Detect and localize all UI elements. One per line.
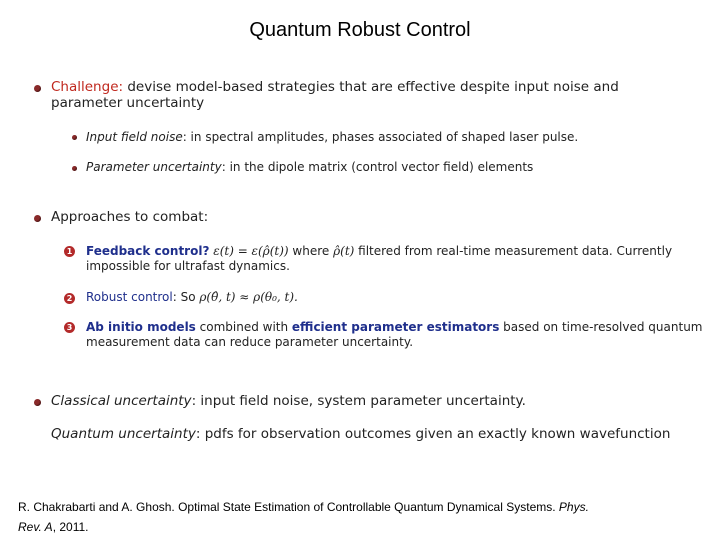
bullet-icon	[34, 215, 41, 222]
classical-label: Classical uncertainty	[51, 393, 192, 409]
input-noise-text: : in spectral amplitudes, phases associated of shaped laser pulse.	[182, 130, 579, 144]
feedback-line2: impossible for ultrafast dynamics.	[86, 259, 290, 273]
feedback-label: Feedback control?	[86, 244, 210, 258]
approaches-label: Approaches to combat:	[51, 209, 209, 225]
input-noise-point	[86, 130, 706, 145]
challenge-line1: devise model-based strategies that are effective despite input noise and	[127, 79, 619, 95]
ab-initio-text-b: based on time-resolved quantum	[499, 320, 703, 334]
feedback-math: ε(t) = ε(ρ̂(t))	[213, 244, 289, 258]
number-badge-1: 1	[64, 246, 75, 257]
ab-initio-text-a: combined with	[195, 320, 292, 334]
ab-initio-label: Ab initio models	[86, 320, 196, 334]
feedback-text-a: where	[288, 244, 334, 258]
quantum-label: Quantum uncertainty	[51, 426, 196, 442]
number-badge-2: 2	[64, 293, 75, 304]
bullet-icon	[34, 399, 41, 406]
challenge-line2: parameter uncertainty	[51, 95, 205, 111]
citation-year: , 2011.	[52, 520, 89, 534]
sub-bullet-icon	[72, 166, 77, 171]
classical-uncertainty-point	[51, 393, 711, 409]
parameter-uncertainty-label: Parameter uncertainty	[86, 160, 222, 174]
approach-ab-initio	[86, 320, 716, 350]
sub-bullet-icon	[72, 135, 77, 140]
feedback-text-b: filtered from real-time measurement data. Currently	[354, 244, 673, 258]
bullet-icon	[34, 85, 41, 92]
classical-text: : input field noise, system parameter uncertainty.	[191, 393, 526, 409]
quantum-text: : pdfs for observation outcomes given an exactly known wavefunction	[195, 426, 671, 442]
input-noise-label: Input field noise	[86, 130, 183, 144]
parameter-uncertainty-point	[86, 160, 706, 175]
robust-text: : So	[172, 290, 200, 304]
feedback-math2: ρ̂(t)	[333, 244, 355, 258]
citation	[18, 497, 718, 537]
robust-label: Robust control	[86, 290, 173, 304]
approach-robust	[86, 290, 716, 305]
parameter-uncertainty-text: : in the dipole matrix (control vector field) elements	[221, 160, 534, 174]
challenge-label: Challenge:	[51, 79, 124, 95]
citation-journal2: Rev. A	[18, 520, 53, 534]
estimators-label: efficient parameter estimators	[291, 320, 500, 334]
challenge-point	[51, 79, 711, 111]
ab-initio-line2: measurement data can reduce parameter uncertainty.	[86, 335, 414, 349]
citation-text: R. Chakrabarti and A. Ghosh. Optimal State Estimation of Controllable Quantum Dynamical Systems.	[18, 500, 559, 514]
number-badge-3: 3	[64, 322, 75, 333]
slide-title: Quantum Robust Control	[249, 19, 471, 41]
approach-feedback	[86, 244, 716, 274]
robust-math: ρ(θ̂, t) ≈ ρ(θ₀, t).	[199, 290, 298, 304]
quantum-uncertainty-point	[51, 426, 716, 442]
citation-journal1: Phys.	[558, 500, 589, 514]
